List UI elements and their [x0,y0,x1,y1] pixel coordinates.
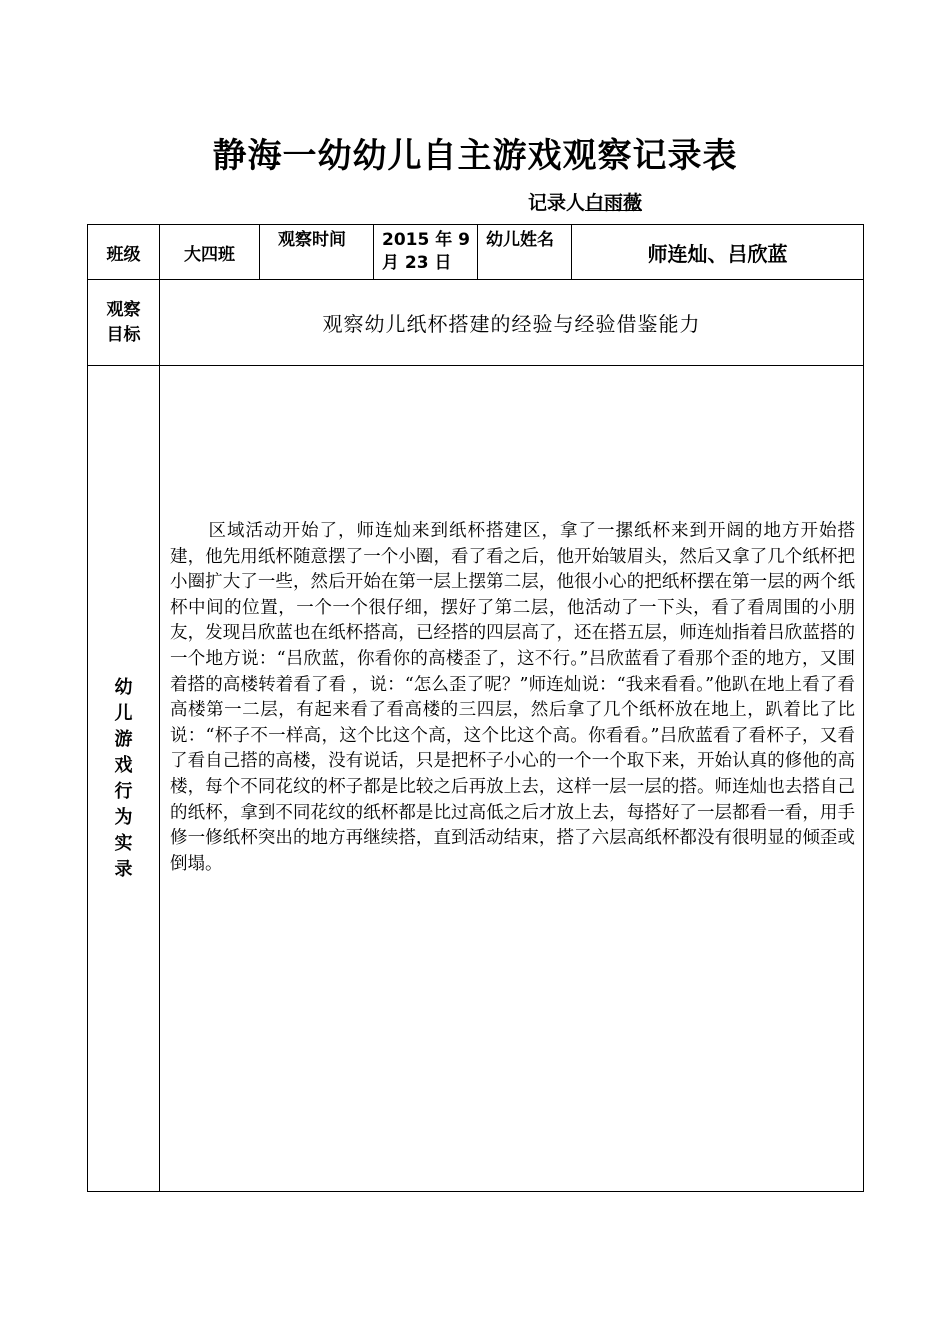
goal-row [88,280,864,366]
record-label: 幼儿游戏行为实录 [114,676,133,880]
record-row [88,366,864,1192]
document-title: 静海一幼幼儿自主游戏观察记录表 [212,136,738,176]
recorder-line [528,188,642,215]
child-name-value: 师连灿、吕欣蓝 [572,225,864,280]
observation-time-value: 2015 年 9 月 23 日 [374,225,478,280]
recorder-label: 记录人 [528,192,586,214]
class-label: 班级 [88,225,160,280]
recorder-name: 白雨薇 [585,192,643,214]
record-text-cell [160,366,864,1192]
observation-time-label: 观察时间 [260,225,374,280]
goal-label-cell [88,280,160,366]
goal-value: 观察幼儿纸杯搭建的经验与经验借鉴能力 [160,280,864,366]
record-text: 区域活动开始了，师连灿来到纸杯搭建区，拿了一摞纸杯来到开阔的地方开始搭建，他先用纸杯随意摆了一个小圈，看了看之后，他开始皱眉头，然后又拿了几个纸杯把小圈扩大了一些，然后开始在第一层上摆第二层，他很小心的把纸杯摆在第一层的两个纸杯中间的位置，一个一个很仔细，摆好了第二层，他活动了一下头，看了看周围的小朋友，发现吕欣蓝也在纸杯搭高，已经搭的四层高了，还在搭五层，师连灿指着吕欣蓝搭的一个地方说：“吕欣蓝，你看你的高楼歪了，这不行。”吕欣蓝看了看那个歪的地方，又围着搭的高楼转着看了看 ，说：“怎么歪了呢？”师连灿说：“我来看看。”他趴在地上看了看高楼第一二层，有起来看了看高楼的三四层，然后拿了几个纸杯放在地上，趴着比了比说：“杯子不一样高，这个比这个高，这个比这个高。你看看。”吕欣蓝看了看杯子，又看了看自己搭的高楼，没有说话，只是把杯子小心的一个一个取下来，开始认真的修他的高楼，每个不同花纹的杯子都是比较之后再放上去，这样一层一层的搭。师连灿也去搭自己的纸杯，拿到不同花纹的纸杯都是比过高低之后才放上去，每搭好了一层都看一看，用手修一修纸杯突出的地方再继续搭，直到活动结束，搭了六层高纸杯都没有很明显的倾歪或倒塌。 [170,521,855,874]
goal-label: 观察目标 [106,299,141,345]
record-label-cell [88,366,160,1192]
child-name-label: 幼儿姓名 [478,225,572,280]
header-row [88,225,864,280]
observation-table [87,224,864,1192]
class-value: 大四班 [160,225,260,280]
